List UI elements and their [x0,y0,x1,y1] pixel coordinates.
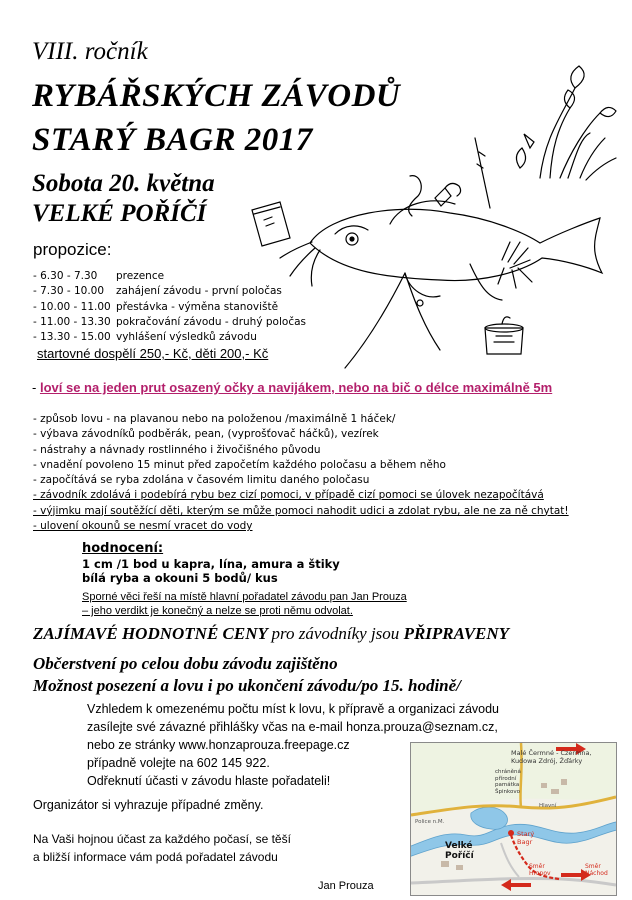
location-map [410,742,617,896]
info-line: nebo ze stránky www.honzaprouza.freepage.cz [87,738,350,752]
rules-list [33,412,569,534]
scoring-section [82,542,340,585]
schedule-row [33,300,306,315]
schedule-row [33,330,306,345]
rule-item: - ulovení okounů se nesmí vracet do vody [33,520,253,533]
schedule-row [33,284,306,299]
rule-item: - způsob lovu - na plavanou nebo na položenou /maximálně 1 háček/ [33,413,396,425]
info-line: Vzhledem k omezenému počtu míst k lovu, k přípravě a organizaci závodu [87,702,500,716]
disputes-line: Sporné věci řeší na místě hlavní pořadatel závodu pan Jan Prouza [82,591,407,603]
rule-item: - vnadění povoleno 15 minut před započetím každého poločasu a během něho [33,458,446,471]
schedule-time: - 11.00 - 13.30 [33,315,111,328]
scoring-heading: hodnocení: [82,541,164,556]
map-label-police: Police n.M. [415,819,445,825]
map-label-bagr: Starý Bagr [517,830,535,846]
prizes-headline [33,624,509,644]
schedule-desc: prezence [116,270,165,282]
rule-item: - započítává se ryba zdolána v časovém limitu daného poločasu [33,474,370,487]
event-place: VELKÉ POŘÍČÍ [32,200,207,227]
map-label-top: Malé Čermné - Czermna, Kudowa Zdrój, Žďárky [511,749,592,765]
main-rule-prefix: - [32,380,40,395]
refreshment-line: Občerstvení po celou dobu závodu zajištěno [33,654,338,673]
rule-item: - výbava závodníků podběrák, pean, (vyprošťovač háčků), vezírek [33,428,379,441]
disputes-note [82,590,407,618]
closing-line: a bližší informace vám podá pořadatel závodu [33,850,278,864]
signature: Jan Prouza [318,880,374,892]
map-label-town: Velké Poříčí [445,841,474,861]
map-label-hronov: Směr Hronov [529,863,551,877]
rule-item: - výjimku mají soutěžící děti, kterým se může pomoci nahodit udici a zdolat rybu, ale ne za ně chytat! [33,504,569,517]
refreshment-line: Možnost posezení a lovu i po ukončení závodu/po 15. hodině/ [33,676,461,695]
event-title-line2: STARÝ BAGR 2017 [32,122,313,158]
schedule-list [33,269,306,345]
schedule-time: - 7.30 - 10.00 [33,285,105,298]
event-title-line1: RYBÁŘSKÝCH ZÁVODŮ [32,78,401,114]
map-label-street: Hlavní [539,803,557,809]
schedule-desc: přestávka - výměna stanoviště [116,300,279,313]
main-rule-text: loví se na jeden prut osazený očky a navijákem, nebo na bič o délce maximálně 5m [39,380,553,395]
closing-line: Na Vaši hojnou účast za každého počasí, se těší [33,832,291,846]
map-label-nachod: Směr Náchod [585,863,608,877]
refreshment-note [33,653,461,697]
entry-fee: startovné dospělí 250,- Kč, děti 200,- Kč [37,346,269,361]
schedule-time: - 10.00 - 11.00 [33,300,111,313]
schedule-row [33,269,306,284]
schedule-desc: pokračování závodu - druhý poločas [116,315,306,328]
edition-label: VIII. ročník [32,38,148,65]
schedule-row [33,315,306,330]
main-rule [32,380,552,395]
schedule-time: - 6.30 - 7.30 [33,270,98,282]
schedule-desc: zahájení závodu - první poločas [116,285,282,298]
prizes-part: PŘIPRAVENY [403,624,510,643]
event-date: Sobota 20. května [32,170,215,197]
prizes-part: ZAJÍMAVÉ HODNOTNÉ CENY [33,624,272,643]
rule-item: - závodník zdolává i podebírá rybu bez cizí pomoci, v případě cizí pomoci se úlovek nezapočítává [33,489,544,502]
closing-note [33,830,291,866]
map-label-pond: chráněná přírodní památka Špinkovo [495,769,521,795]
propozice-heading: propozice: [33,240,112,259]
organizer-note: Organizátor si vyhrazuje případné změny. [33,798,264,812]
scoring-line: bílá ryba a okouni 5 bodů/ kus [82,571,278,585]
rule-item: - nástrahy a návnady rostlinného i živočišného původu [33,443,321,456]
info-line: Odřeknutí účasti v závodu hlaste pořadateli! [87,774,331,788]
schedule-time: - 13.30 - 15.00 [33,331,111,344]
prizes-part: pro závodníky jsou [271,624,404,643]
scoring-line: 1 cm /1 bod u kapra, lína, amura a štiky [82,557,340,571]
info-line: případně volejte na 602 145 922. [87,756,270,770]
disputes-line: – jeho verdikt je konečný a nelze se proti němu odvolat. [82,605,353,617]
schedule-desc: vyhlášení výsledků závodu [116,331,257,344]
info-line: zasílejte své závazné přihlášky včas na e-mail honza.prouza@seznam.cz, [87,720,498,734]
